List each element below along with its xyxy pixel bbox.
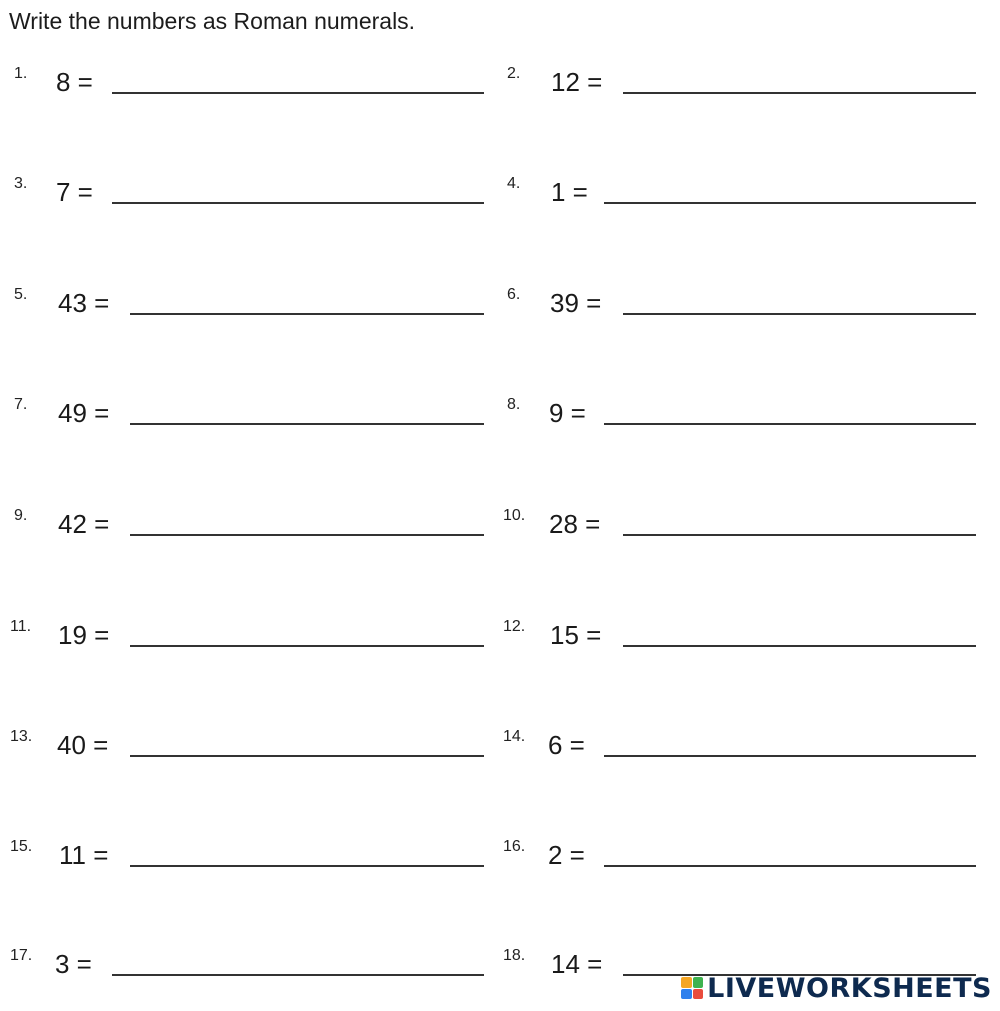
liveworksheets-logo xyxy=(681,971,992,1005)
liveworksheets-logo-icon xyxy=(681,977,703,999)
item-number: 13. xyxy=(10,728,33,745)
exercise-item xyxy=(507,286,977,326)
answer-line[interactable] xyxy=(112,92,484,94)
item-expression: 3 = xyxy=(55,949,92,979)
exercise-item xyxy=(14,507,484,547)
logo-text: LIVEWORKSHEETS xyxy=(707,972,992,1004)
item-number: 8. xyxy=(507,396,521,413)
answer-line[interactable] xyxy=(604,865,976,867)
item-number: 11. xyxy=(10,618,32,635)
answer-line[interactable] xyxy=(130,755,484,757)
item-expression: 15 = xyxy=(550,620,602,650)
exercise-item xyxy=(14,65,484,105)
answer-line[interactable] xyxy=(623,313,976,315)
item-expression: 49 = xyxy=(58,398,110,428)
item-expression: 11 = xyxy=(59,840,109,870)
answer-line[interactable] xyxy=(130,423,484,425)
answer-line[interactable] xyxy=(623,534,976,536)
exercise-item xyxy=(503,507,977,547)
exercise-item xyxy=(503,838,977,878)
item-number: 18. xyxy=(503,947,526,964)
answer-line[interactable] xyxy=(130,313,484,315)
item-number: 2. xyxy=(507,65,521,82)
item-expression: 43 = xyxy=(58,288,110,318)
item-expression: 40 = xyxy=(57,730,109,760)
item-expression: 42 = xyxy=(58,509,110,539)
answer-line[interactable] xyxy=(130,865,484,867)
item-number: 7. xyxy=(14,396,28,413)
answer-line[interactable] xyxy=(130,534,484,536)
item-expression: 14 = xyxy=(551,949,603,979)
item-expression: 1 = xyxy=(551,177,588,207)
exercise-item xyxy=(14,396,484,436)
item-number: 4. xyxy=(507,175,521,192)
item-number: 15. xyxy=(10,838,33,855)
exercise-item xyxy=(503,618,977,658)
item-expression: 28 = xyxy=(549,509,601,539)
exercise-item xyxy=(507,65,977,105)
item-number: 17. xyxy=(10,947,33,964)
item-number: 16. xyxy=(503,838,526,855)
item-expression: 39 = xyxy=(550,288,602,318)
item-expression: 8 = xyxy=(56,67,93,97)
item-expression: 12 = xyxy=(551,67,603,97)
item-number: 1. xyxy=(14,65,28,82)
item-number: 10. xyxy=(503,507,526,524)
item-number: 6. xyxy=(507,286,521,303)
answer-line[interactable] xyxy=(623,645,976,647)
answer-line[interactable] xyxy=(604,755,976,757)
answer-line[interactable] xyxy=(604,202,976,204)
item-expression: 7 = xyxy=(56,177,93,207)
answer-line[interactable] xyxy=(112,202,484,204)
exercise-item xyxy=(507,175,977,215)
answer-line[interactable] xyxy=(112,974,484,976)
exercise-item xyxy=(10,618,484,658)
answer-line[interactable] xyxy=(623,92,976,94)
exercise-item xyxy=(14,175,484,215)
exercise-item xyxy=(503,728,977,768)
item-number: 9. xyxy=(14,507,28,524)
item-number: 12. xyxy=(503,618,526,635)
exercise-item xyxy=(10,838,484,878)
item-expression: 19 = xyxy=(58,620,110,650)
exercise-item xyxy=(507,396,977,436)
instructions-heading: Write the numbers as Roman numerals. xyxy=(9,8,416,34)
answer-line[interactable] xyxy=(130,645,484,647)
exercise-item xyxy=(10,947,484,987)
item-expression: 2 = xyxy=(548,840,585,870)
item-number: 3. xyxy=(14,175,28,192)
item-expression: 9 = xyxy=(549,398,586,428)
answer-line[interactable] xyxy=(604,423,976,425)
item-number: 14. xyxy=(503,728,526,745)
item-number: 5. xyxy=(14,286,28,303)
item-expression: 6 = xyxy=(548,730,585,760)
exercise-item xyxy=(10,728,484,768)
exercise-item xyxy=(14,286,484,326)
